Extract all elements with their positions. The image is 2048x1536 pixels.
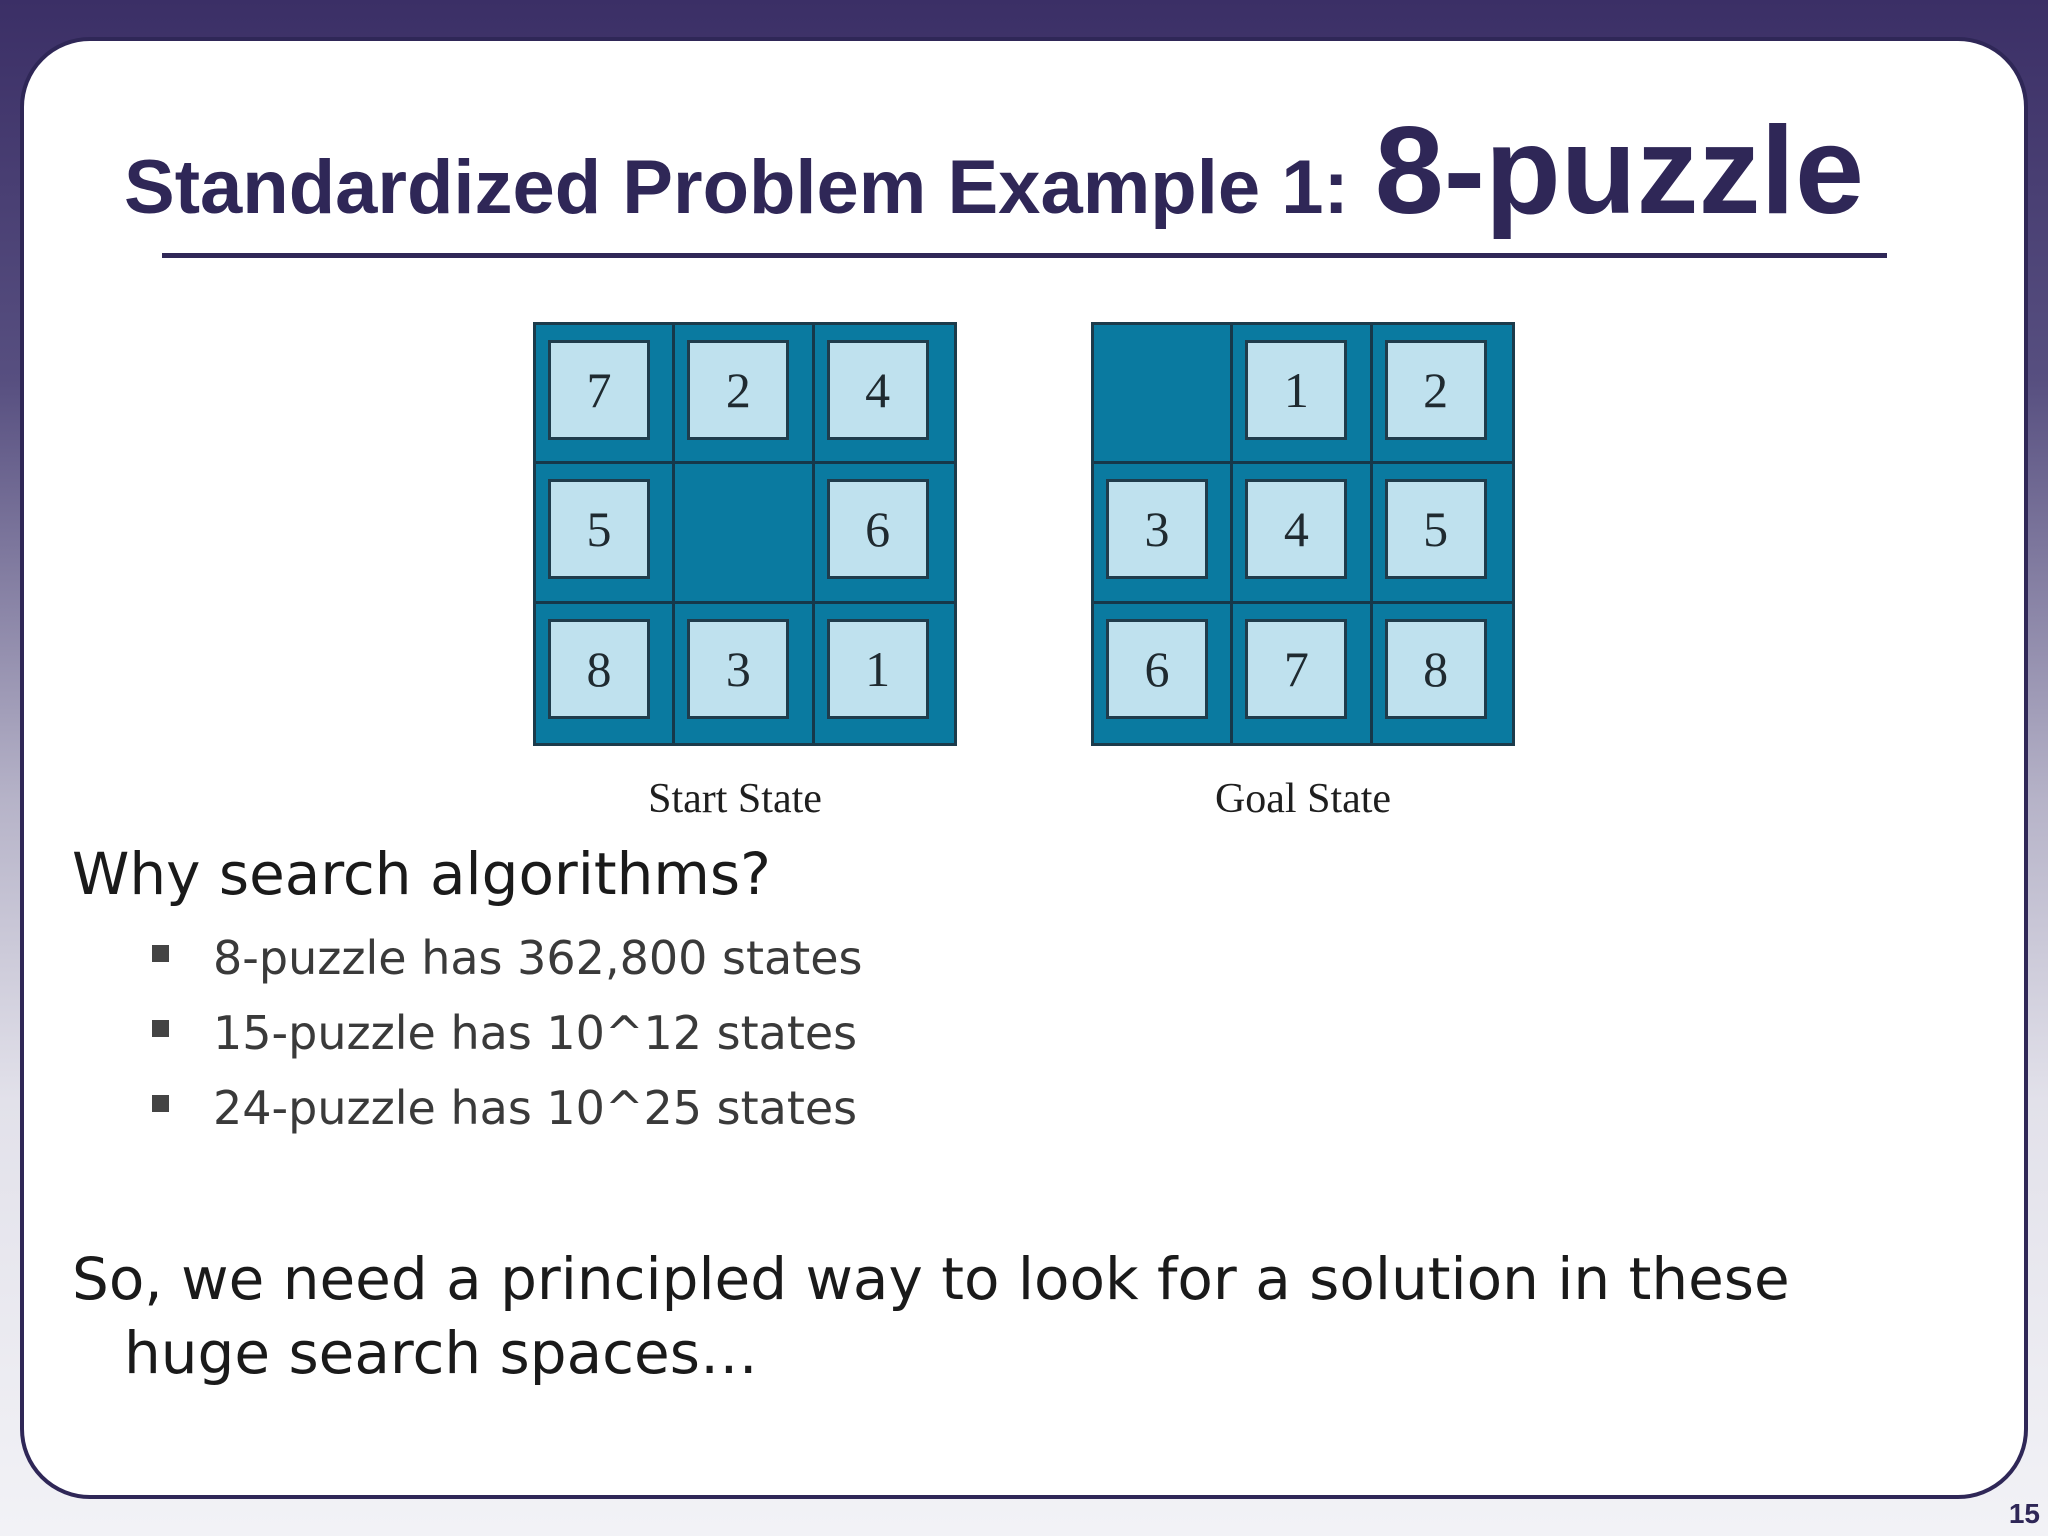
puzzle-tile: 6 [1106, 619, 1208, 719]
puzzle-tile: 1 [827, 619, 929, 719]
board-cell [815, 604, 954, 743]
bullet-text: 24-puzzle has 10^25 states [213, 1080, 858, 1135]
board-cell [1094, 464, 1233, 603]
board-cell [1373, 604, 1512, 743]
bullet-text: 8-puzzle has 362,800 states [213, 930, 863, 985]
board-cell [1233, 464, 1372, 603]
puzzle-tile: 7 [548, 340, 650, 440]
board-cell-blank [1094, 325, 1233, 464]
puzzle-tile: 8 [1385, 619, 1487, 719]
goal-state-board [1091, 322, 1515, 746]
board-cell [1094, 604, 1233, 743]
board-cell [1373, 325, 1512, 464]
board-cell [536, 464, 675, 603]
bullet-item [152, 920, 862, 995]
page-number: 15 [2008, 1498, 2040, 1529]
puzzle-tile: 2 [687, 340, 789, 440]
bullet-item [152, 1070, 862, 1145]
board-cell [1233, 604, 1372, 743]
puzzle-tile: 4 [827, 340, 929, 440]
board-cell [815, 464, 954, 603]
puzzle-tile: 5 [1385, 479, 1487, 579]
puzzle-tile: 4 [1245, 479, 1347, 579]
start-state-board [533, 322, 957, 746]
board-cell [1373, 464, 1512, 603]
slide-title-emphasis: 8-puzzle [1374, 102, 1864, 240]
square-bullet-icon [152, 1095, 169, 1112]
bullet-text: 15-puzzle has 10^12 states [213, 1005, 858, 1060]
start-state-caption: Start State [648, 776, 822, 822]
board-cell [815, 325, 954, 464]
puzzle-tile: 8 [548, 619, 650, 719]
board-cell [675, 604, 814, 743]
puzzle-tile: 1 [1245, 340, 1347, 440]
board-cell-blank [675, 464, 814, 603]
bullet-list [152, 920, 862, 1145]
square-bullet-icon [152, 1020, 169, 1037]
puzzle-tile: 3 [1106, 479, 1208, 579]
puzzle-tile: 5 [548, 479, 650, 579]
question-heading: Why search algorithms? [72, 840, 771, 908]
board-cell [536, 325, 675, 464]
puzzle-tile: 3 [687, 619, 789, 719]
conclusion-text: So, we need a principled way to look for a solution in these huge search spaces… [72, 1245, 1790, 1387]
puzzle-tile: 2 [1385, 340, 1487, 440]
puzzle-tile: 7 [1245, 619, 1347, 719]
title-underline [162, 253, 1887, 258]
goal-state-caption: Goal State [1214, 776, 1392, 822]
slide-title [124, 100, 1864, 240]
bullet-item [152, 995, 862, 1070]
slide-title-main: Standardized Problem Example 1: [124, 145, 1349, 230]
puzzle-tile: 6 [827, 479, 929, 579]
square-bullet-icon [152, 945, 169, 962]
board-cell [675, 325, 814, 464]
board-cell [536, 604, 675, 743]
board-cell [1233, 325, 1372, 464]
